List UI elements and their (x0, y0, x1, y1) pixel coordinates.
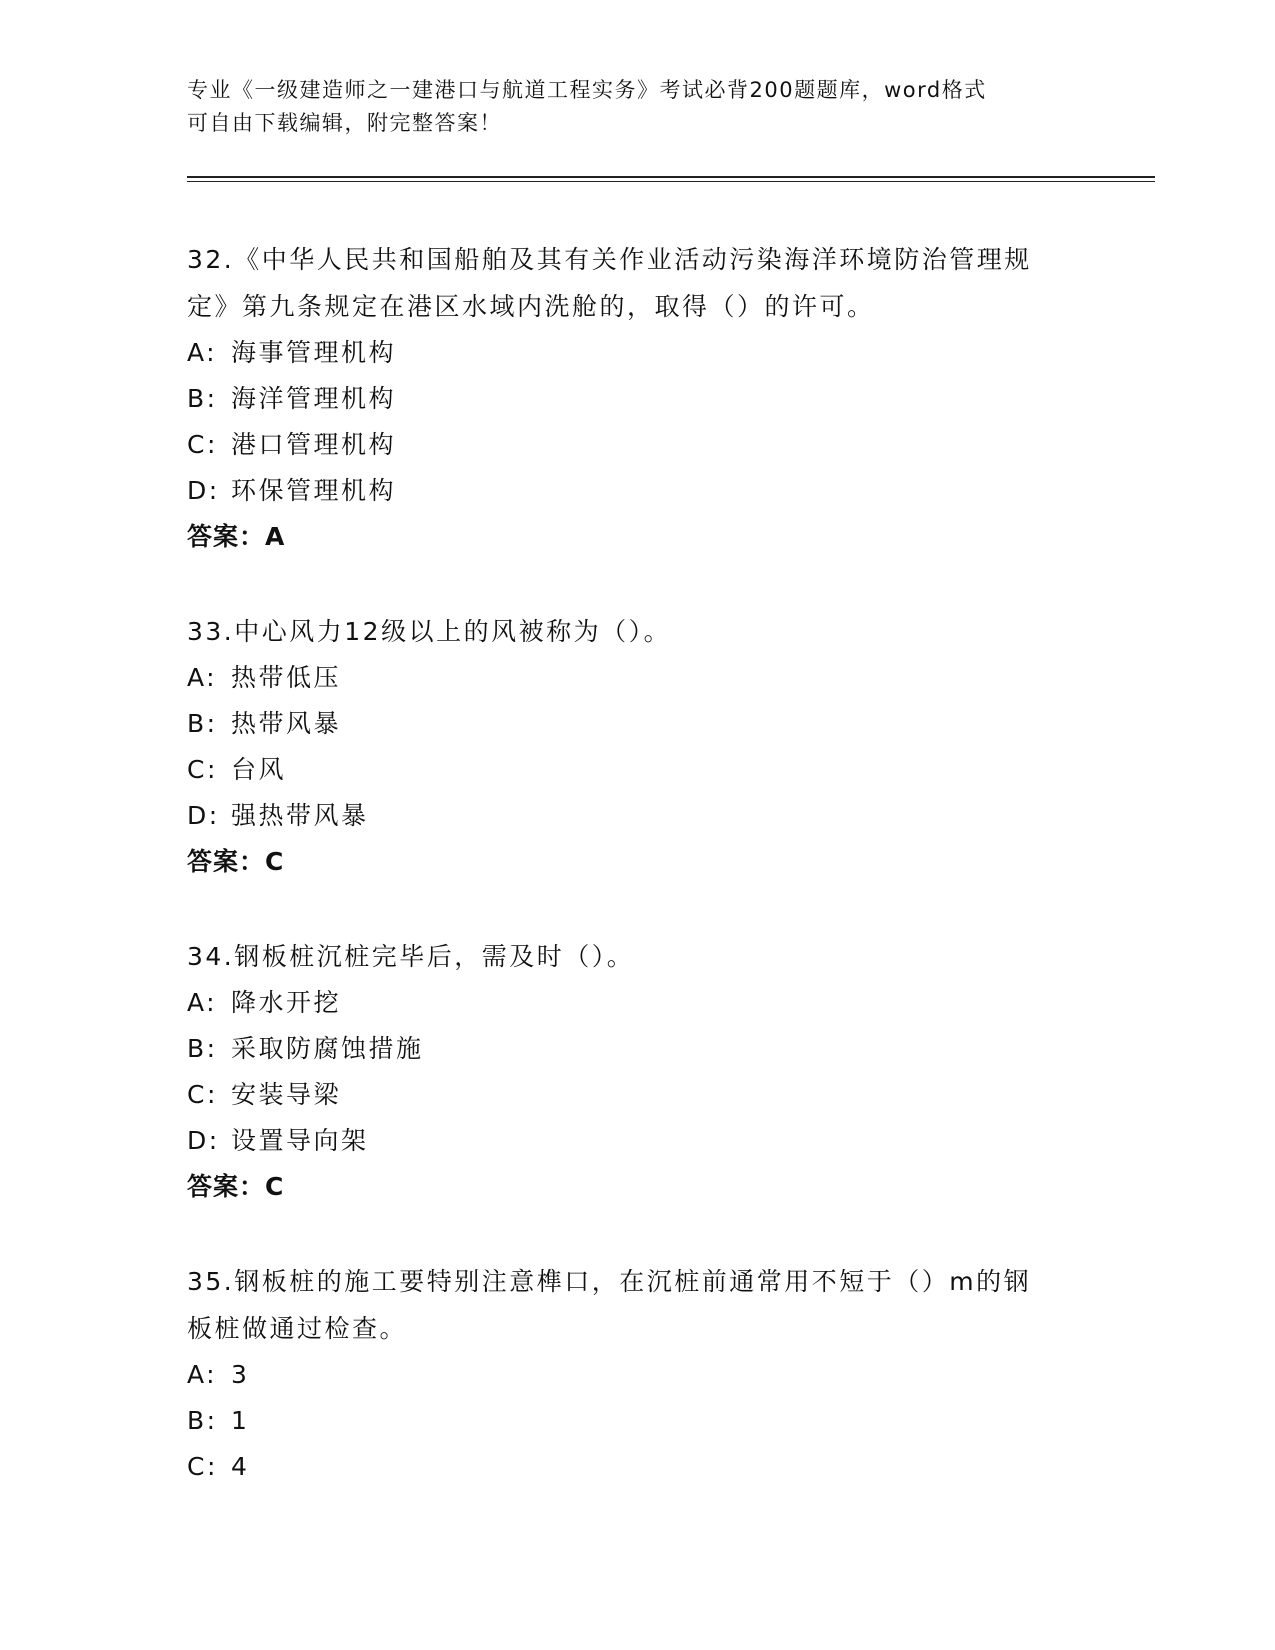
question-stem (187, 236, 1087, 330)
answer: 答案：C (187, 1172, 285, 1201)
option-c (187, 1072, 1087, 1118)
option-text: 海事管理机构 (231, 338, 397, 367)
option-b (187, 376, 1087, 422)
question-35 (187, 1258, 1087, 1490)
option-c (187, 1444, 1087, 1490)
option-text: 采取防腐蚀措施 (231, 1034, 424, 1063)
header-line-1: 专业《一级建造师之一建港口与航道工程实务》考试必背200题题库，word格式 (187, 78, 987, 102)
question-stem-line: 32.《中华人民共和国船舶及其有关作业活动污染海洋环境防治管理规 (187, 245, 1032, 274)
question-stem-line: 35.钢板桩的施工要特别注意榫口，在沉桩前通常用不短于（）m的钢 (187, 1267, 1032, 1296)
option-letter: B: (187, 1034, 218, 1063)
question-stem-line: 定》第九条规定在港区水域内洗舱的，取得（）的许可。 (187, 292, 875, 321)
option-text: 强热带风暴 (231, 801, 369, 830)
option-d (187, 468, 1087, 514)
option-d (187, 1118, 1087, 1164)
question-list (187, 236, 1087, 1538)
answer: 答案：A (187, 522, 286, 551)
header-divider-bottom (187, 181, 1155, 182)
question-34 (187, 933, 1087, 1210)
answer: 答案：C (187, 847, 285, 876)
option-text: 安装导梁 (231, 1080, 342, 1109)
question-stem (187, 933, 1087, 980)
option-text: 海洋管理机构 (231, 384, 397, 413)
option-text: 港口管理机构 (231, 430, 397, 459)
question-stem (187, 608, 1087, 655)
header-divider-top (187, 176, 1155, 178)
option-a (187, 1352, 1087, 1398)
option-letter: B: (187, 1406, 218, 1435)
question-stem-line: 33.中心风力12级以上的风被称为（）。 (187, 617, 672, 646)
option-letter: A: (187, 338, 218, 367)
option-a (187, 980, 1087, 1026)
option-letter: D: (187, 801, 220, 830)
option-text: 热带低压 (231, 663, 342, 692)
option-letter: C: (187, 430, 218, 459)
option-b (187, 1398, 1087, 1444)
document-header (187, 74, 1067, 140)
option-letter: A: (187, 1360, 218, 1389)
option-c (187, 422, 1087, 468)
option-b (187, 1026, 1087, 1072)
option-letter: C: (187, 755, 218, 784)
option-a (187, 330, 1087, 376)
question-32 (187, 236, 1087, 560)
option-letter: A: (187, 663, 218, 692)
question-stem (187, 1258, 1087, 1352)
option-letter: C: (187, 1452, 218, 1481)
option-text: 台风 (231, 755, 287, 784)
option-text: 环保管理机构 (231, 476, 397, 505)
option-letter: B: (187, 384, 218, 413)
option-letter: C: (187, 1080, 218, 1109)
option-b (187, 701, 1087, 747)
question-stem-line: 板桩做通过检查。 (187, 1314, 408, 1343)
option-text: 热带风暴 (231, 709, 342, 738)
option-letter: D: (187, 1126, 220, 1155)
option-text: 降水开挖 (231, 988, 342, 1017)
question-33 (187, 608, 1087, 885)
question-stem-line: 34.钢板桩沉桩完毕后，需及时（）。 (187, 942, 635, 971)
option-text: 设置导向架 (231, 1126, 369, 1155)
option-c (187, 747, 1087, 793)
option-letter: B: (187, 709, 218, 738)
option-letter: A: (187, 988, 218, 1017)
option-a (187, 655, 1087, 701)
option-letter: D: (187, 476, 220, 505)
option-text: 1 (231, 1406, 250, 1435)
option-text: 3 (231, 1360, 250, 1389)
header-line-2: 可自由下载编辑，附完整答案！ (187, 111, 502, 135)
option-text: 4 (231, 1452, 250, 1481)
option-d (187, 793, 1087, 839)
